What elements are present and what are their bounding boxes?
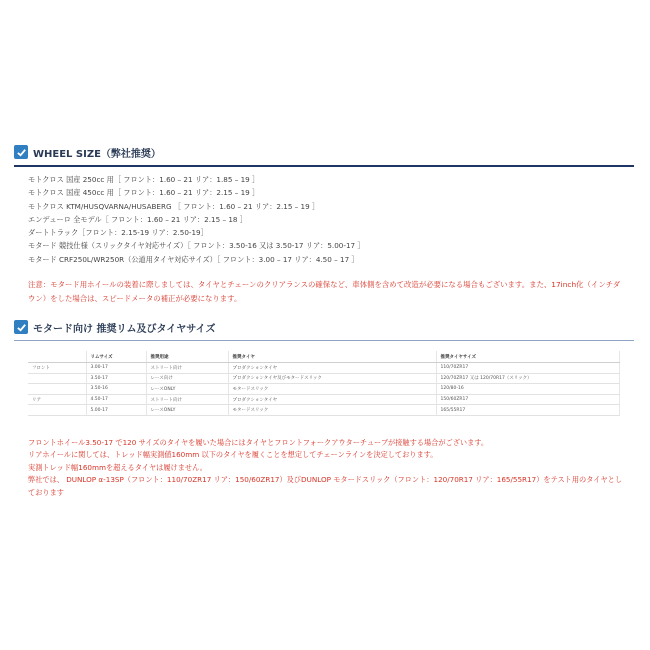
list-item: モトクロス 国産 450cc 用［ フロント：1.60 – 21 リア：2.15 – 19 ］	[28, 188, 260, 198]
table-row	[28, 384, 620, 395]
section-wheel-size-header	[14, 143, 634, 167]
section-motard-header	[14, 318, 634, 341]
table-cell: プロダクションタイヤ	[228, 363, 436, 374]
table-header: 推奨用途	[146, 351, 228, 363]
table-header: リムサイズ	[86, 351, 146, 363]
recommended-rim-table	[28, 351, 620, 416]
table-row	[28, 373, 620, 384]
table-cell: レースONLY	[146, 384, 228, 395]
table-row	[28, 394, 620, 405]
note-line: 弊社では、 DUNLOP α-13SP（フロント：110/70ZR17 リア：150/60ZR17）及びDUNLOP モタードスリック（フロント：120/70R17 リア：165/55R17）をテスト用のタイヤとしております	[28, 475, 623, 497]
list-item: モタード CRF250L/WR250R（公道用タイヤ対応サイズ）［ フロント：3.00 – 17 リア：4.50 – 17 ］	[28, 254, 359, 264]
section-heading	[14, 143, 634, 161]
checkbox-checked-icon	[14, 320, 28, 334]
list-item: エンデューロ 全モデル［ フロント：1.60 – 21 リア：2.15 – 18 ］	[28, 214, 247, 224]
note-line: 実測トレッド幅160mmを超えるタイヤは履けません。	[28, 462, 207, 472]
list-item: モトクロス 国産 250cc 用［ フロント：1.60 – 21 リア：1.85 – 19 ］	[28, 175, 260, 184]
list-item: モタード 競技仕様（スリックタイヤ対応サイズ）［ フロント：3.50-16 又は 3.50-17 リア：5.00-17 ］	[28, 241, 365, 251]
table-header	[28, 351, 86, 363]
table-cell	[28, 405, 86, 416]
table-cell	[28, 373, 86, 384]
table-cell: レース向け	[146, 373, 228, 384]
table-cell: ストリート向け	[146, 394, 228, 405]
table-cell: 3.50-17	[86, 373, 146, 384]
tire-notes	[28, 437, 622, 499]
section-title: モタード向け 推奨リム及びタイヤサイズ	[33, 323, 216, 335]
table-header: 推奨タイヤ	[228, 351, 436, 363]
table-cell: レースONLY	[146, 405, 228, 416]
table-header-row	[28, 351, 620, 363]
table-cell	[28, 384, 86, 395]
table-cell: 110/70ZR17	[436, 363, 620, 374]
table-cell: 5.00-17	[86, 405, 146, 416]
table-cell: 165/55R17	[436, 405, 620, 416]
checkbox-checked-icon	[14, 145, 28, 159]
note-line: フロントホイール3.50-17 で120 サイズのタイヤを履いた場合にはタイヤとフロントフォークアウターチューブが接触する場合がございます。	[28, 438, 489, 447]
table-cell: 120/70ZR17 又は 120/70R17（スリック）	[436, 373, 620, 384]
table-cell: 3.00-17	[86, 363, 146, 374]
table-cell: 4.50-17	[86, 394, 146, 405]
caution-note: 注意：モタード用ホイールの装着に際しましては、タイヤとチェーンのクリアランスの確保など、車体側を含めて改造が必要になる場合もございます。また、17inch化（インチダウン）をした場合は、スピードメータの補正が必要になります。	[28, 280, 621, 303]
list-item: ダートトラック［フロント：2.15-19 リア：2.50-19］	[28, 228, 208, 238]
table-cell: フロント	[28, 363, 86, 374]
section-heading	[14, 318, 634, 336]
table-cell: 120/80-16	[436, 384, 620, 395]
table-row	[28, 363, 620, 374]
table-cell: モタードスリック	[228, 384, 436, 395]
table-cell: プロダクションタイヤ	[228, 394, 436, 405]
section-divider	[14, 340, 634, 341]
table-cell: 150/60ZR17	[436, 394, 620, 405]
table-cell: ストリート向け	[146, 363, 228, 374]
wheel-size-list	[28, 173, 618, 266]
table-cell: モタードスリック	[228, 405, 436, 416]
list-item: モトクロス KTM/HUSQVARNA/HUSABERG ［ フロント：1.60 – 21 リア：2.15 – 19 ］	[28, 201, 320, 211]
note-line: リアホイールに関しては、トレッド幅実測値160mm 以下のタイヤを履くことを想定してチェーンラインを決定しております。	[28, 450, 438, 460]
table-cell: リア	[28, 394, 86, 405]
table-cell: プロダクションタイヤ及びモタードスリック	[228, 373, 436, 384]
table-cell: 3.50-16	[86, 384, 146, 395]
table-header: 推奨タイヤサイズ	[436, 351, 620, 363]
section-title: WHEEL SIZE（弊社推奨）	[33, 148, 161, 160]
section-divider	[14, 165, 634, 167]
table-row	[28, 405, 620, 416]
